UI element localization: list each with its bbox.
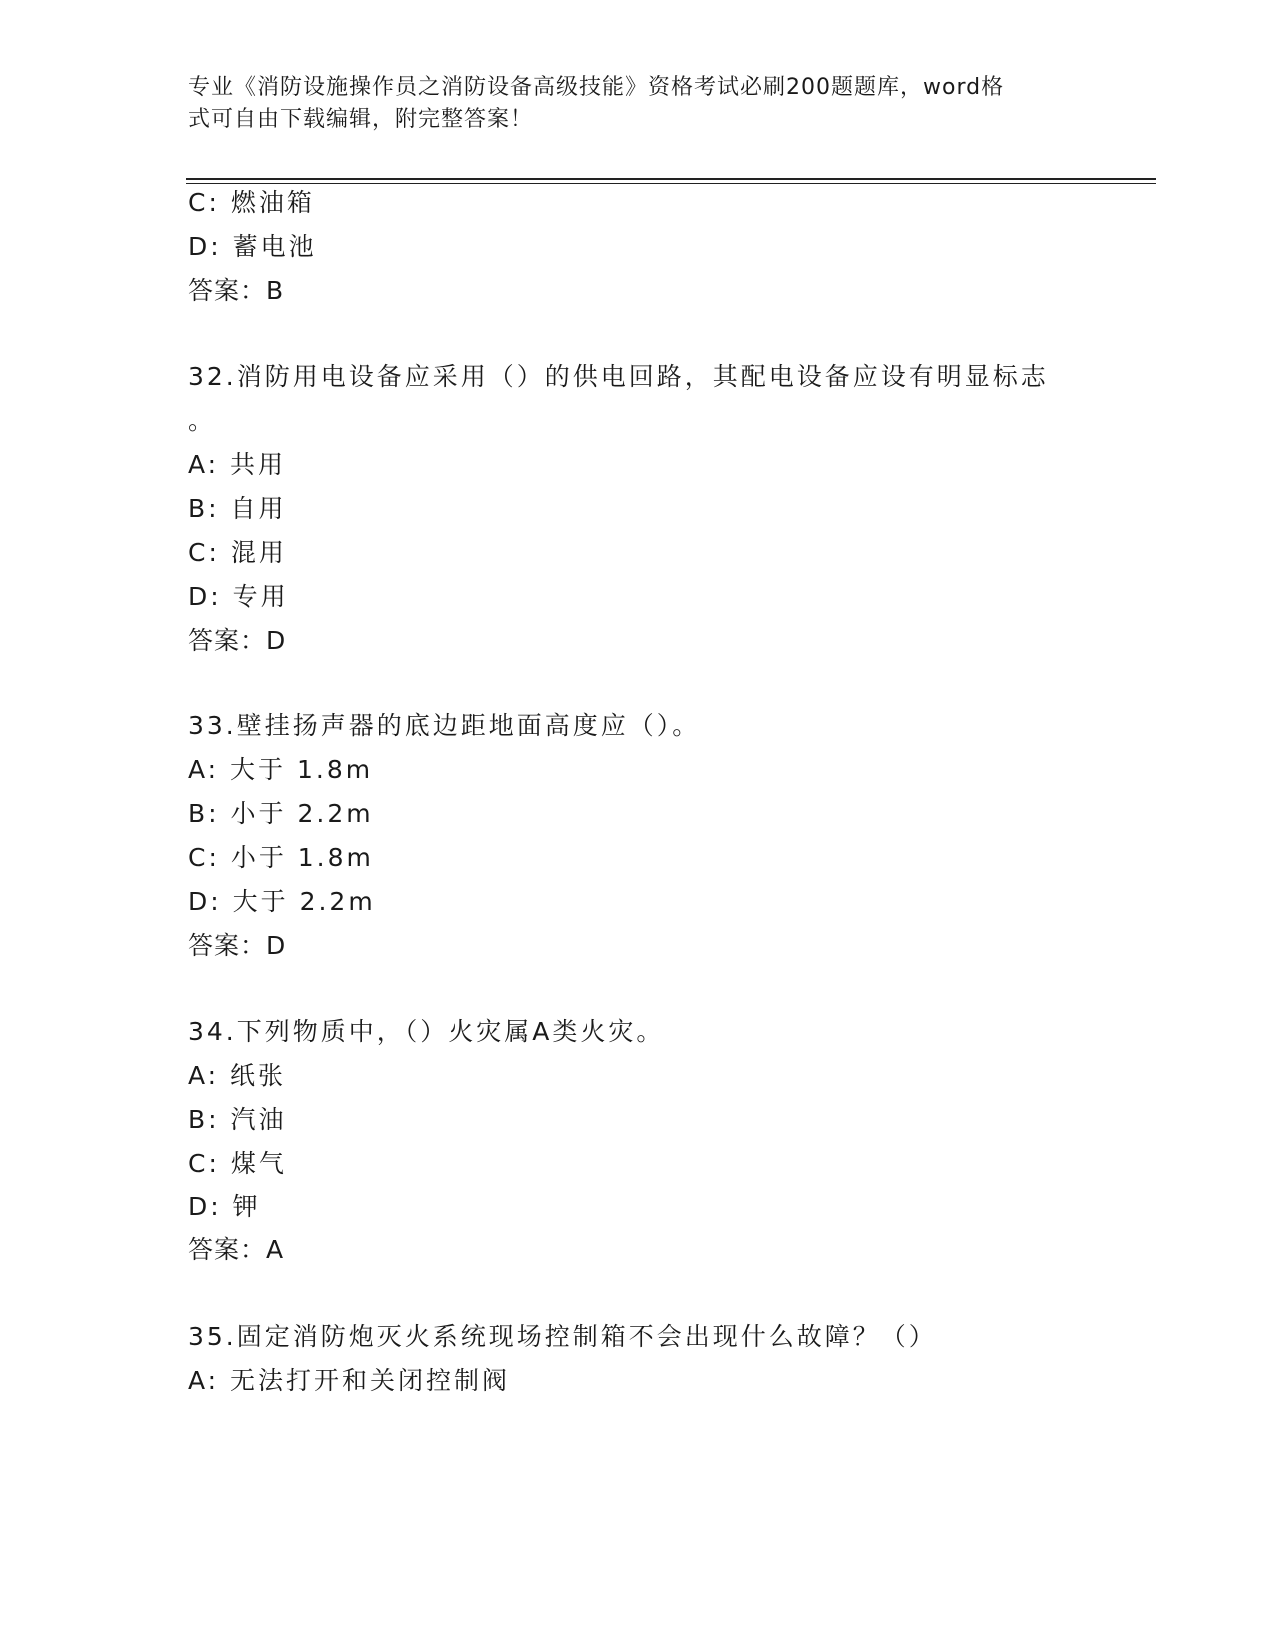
q32-option-a: A: 共用 [188,450,287,479]
q34-option-a: A: 纸张 [188,1061,287,1090]
header-divider-thin [186,183,1156,184]
header-divider-thick [186,178,1156,180]
q32-option-b: B: 自用 [188,494,287,523]
q34-answer: 答案：A [188,1235,285,1264]
q32-option-c: C: 混用 [188,538,287,567]
q32-stem-continued: 。 [188,406,217,435]
prev-option-d: D: 蓄电池 [188,232,317,261]
q33-stem: 33.壁挂扬声器的底边距地面高度应（）。 [188,711,701,740]
q34-stem: 34.下列物质中，（）火灾属A类火灾。 [188,1017,665,1046]
q34-option-d: D: 钾 [188,1192,261,1221]
document-header [188,72,1068,136]
q35-stem: 35.固定消防炮灭火系统现场控制箱不会出现什么故障？（） [188,1322,937,1351]
q32-option-d: D: 专用 [188,582,289,611]
q32-answer: 答案：D [188,626,287,655]
q34-option-b: B: 汽油 [188,1105,287,1134]
prev-option-c: C: 燃油箱 [188,188,315,217]
q33-answer: 答案：D [188,931,287,960]
q33-option-d: D: 大于 2.2m [188,887,376,916]
header-line-2: 式可自由下载编辑，附完整答案！ [188,107,534,132]
q33-option-c: C: 小于 1.8m [188,843,374,872]
q32-stem: 32.消防用电设备应采用（）的供电回路，其配电设备应设有明显标志 [188,362,1049,391]
prev-answer: 答案：B [188,276,285,305]
q33-option-b: B: 小于 2.2m [188,799,374,828]
q34-option-c: C: 煤气 [188,1149,287,1178]
header-line-1: 专业《消防设施操作员之消防设备高级技能》资格考试必刷200题题库，word格 [188,75,1005,100]
q33-option-a: A: 大于 1.8m [188,755,374,784]
q35-option-a: A: 无法打开和关闭控制阀 [188,1366,511,1395]
